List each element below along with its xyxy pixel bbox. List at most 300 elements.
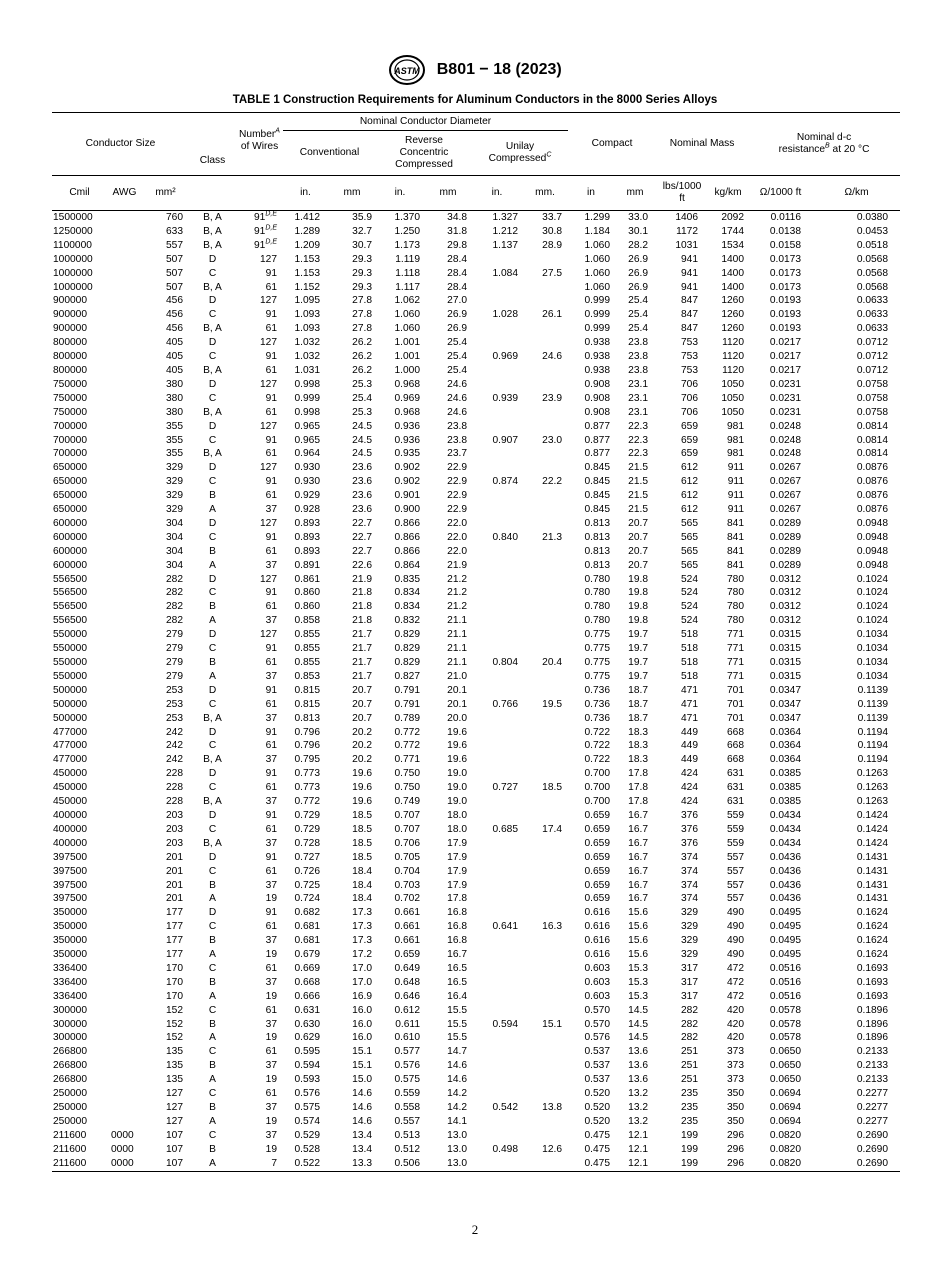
- cell-uni-mm: 12.6: [542, 1143, 562, 1155]
- cell-class: D: [208, 517, 217, 529]
- cell-awg: [107, 1004, 142, 1018]
- cell-class: C: [208, 782, 217, 794]
- cell-comp-in: 0.659: [584, 809, 610, 821]
- cell-conv-mm: 18.5: [352, 823, 372, 835]
- cell-mass-lbs: 282: [681, 1018, 698, 1030]
- cell-res-km: 0.1034: [856, 657, 888, 668]
- cell-wires: 37: [265, 879, 277, 891]
- cell-class: B: [209, 976, 216, 988]
- cell-wires: 61: [265, 1046, 277, 1058]
- cell-mass-lbs: 374: [681, 879, 698, 891]
- cell-uni-in: 1.084: [492, 267, 518, 279]
- cell-rev-in: 0.900: [394, 504, 420, 516]
- cell-mass-kg: 631: [727, 782, 744, 794]
- cell-comp-in: 0.616: [584, 935, 610, 947]
- col-reverse-concentric: Reverse Concentric Compressed: [395, 135, 453, 170]
- cell-cmil: 650000: [53, 462, 87, 474]
- cell-cmil: 800000: [53, 351, 87, 363]
- cell-wires: 61: [265, 1088, 277, 1100]
- cell-mass-kg: 631: [727, 768, 744, 780]
- cell-comp-in: 0.520: [584, 1102, 610, 1113]
- cell-wires: 127: [260, 378, 277, 390]
- cell-conv-mm: 27.8: [352, 309, 372, 321]
- cell-uni-mm: [522, 726, 568, 740]
- cell-uni-mm: [522, 447, 568, 461]
- cell-uni-mm: [522, 809, 568, 823]
- cell-conv-mm: 32.7: [352, 225, 372, 237]
- cell-mm2: 228: [166, 782, 183, 794]
- cell-mass-kg: 771: [727, 657, 744, 668]
- cell-mass-lbs: 706: [681, 406, 698, 418]
- cell-awg: [107, 489, 142, 503]
- cell-res-km: 0.0633: [856, 323, 888, 335]
- cell-rev-mm: 18.0: [447, 823, 467, 835]
- cell-mass-lbs: 1172: [676, 225, 698, 237]
- cell-awg: [107, 920, 142, 934]
- cell-rev-mm: 22.0: [447, 545, 467, 557]
- cell-mm2: 135: [166, 1074, 183, 1086]
- cell-uni-in: [472, 906, 522, 920]
- cell-cmil: 1000000: [53, 281, 93, 293]
- cell-wires: 91: [265, 907, 277, 919]
- cell-res-km: 0.0633: [856, 295, 888, 307]
- cell-wires: $91^{D,E}$: [253, 224, 277, 237]
- table-row: [52, 726, 900, 740]
- cell-mm2: 405: [166, 351, 183, 363]
- table-row: [52, 392, 900, 406]
- cell-cmil: 550000: [53, 657, 87, 668]
- table-row: [52, 503, 900, 517]
- cell-rev-mm: 22.9: [447, 462, 467, 474]
- cell-comp-in: 0.603: [584, 962, 610, 974]
- cell-rev-in: 1.000: [394, 364, 420, 376]
- cell-uni-in: [472, 336, 522, 350]
- cell-conv-mm: 25.3: [352, 406, 372, 418]
- cell-wires: 19: [265, 990, 277, 1002]
- cell-res-ft: 0.0495: [769, 907, 801, 919]
- cell-mm2: 242: [166, 726, 183, 738]
- cell-uni-mm: 23.0: [542, 434, 562, 446]
- cell-comp-mm: 26.9: [628, 253, 648, 265]
- cell-mass-lbs: 374: [681, 893, 698, 905]
- cell-cmil: 450000: [53, 782, 87, 794]
- cell-awg: [107, 239, 142, 253]
- cell-uni-mm: [522, 976, 568, 990]
- cell-mass-lbs: 376: [681, 809, 698, 821]
- cell-uni-in: [472, 934, 522, 948]
- cell-mass-lbs: 706: [681, 378, 698, 390]
- table-row: [52, 934, 900, 948]
- cell-mass-kg: 350: [727, 1088, 744, 1100]
- cell-res-ft: 0.0436: [769, 851, 801, 863]
- cell-uni-in: 0.804: [492, 657, 518, 668]
- cell-cmil: 477000: [53, 754, 87, 766]
- cell-awg: [107, 1031, 142, 1045]
- unit-mass-lbs: lbs/1000 ft: [656, 176, 708, 211]
- cell-cmil: 266800: [53, 1046, 87, 1058]
- cell-mass-kg: 472: [727, 962, 744, 974]
- cell-cmil: 211600: [53, 1129, 87, 1141]
- cell-awg: [107, 823, 142, 837]
- cell-comp-in: 0.845: [584, 462, 610, 474]
- cell-rev-in: 0.901: [394, 490, 420, 502]
- cell-rev-mm: 24.6: [447, 378, 467, 390]
- cell-rev-in: 0.661: [394, 921, 420, 933]
- cell-rev-mm: 25.4: [447, 351, 467, 363]
- cell-wires: 37: [265, 615, 277, 627]
- cell-comp-in: 0.659: [584, 865, 610, 877]
- cell-cmil: 400000: [53, 837, 87, 849]
- cell-mm2: 127: [166, 1115, 183, 1127]
- cell-uni-in: [472, 670, 522, 684]
- cell-mm2: 253: [166, 698, 183, 710]
- cell-res-km: 0.1624: [856, 921, 888, 933]
- cell-uni-mm: [522, 739, 568, 753]
- cell-wires: 91: [265, 726, 277, 738]
- cell-comp-mm: 23.8: [628, 337, 648, 349]
- cell-class: A: [209, 670, 216, 682]
- cell-conv-in: 0.726: [294, 865, 320, 877]
- cell-uni-in: [472, 573, 522, 587]
- cell-mass-lbs: 847: [681, 295, 698, 307]
- cell-conv-mm: 29.3: [352, 281, 372, 293]
- cell-conv-mm: 19.6: [352, 782, 372, 794]
- cell-rev-mm: 14.2: [447, 1088, 467, 1100]
- cell-class: D: [208, 253, 217, 265]
- cell-comp-in: 0.938: [584, 337, 610, 349]
- table-row: [52, 1073, 900, 1087]
- cell-comp-mm: 14.5: [628, 1032, 648, 1044]
- cell-class: A: [209, 615, 216, 627]
- cell-wires: 127: [260, 253, 277, 265]
- table-row: [52, 1101, 900, 1115]
- table-row: [52, 948, 900, 962]
- cell-mass-lbs: 251: [681, 1046, 698, 1058]
- cell-conv-in: 0.853: [294, 670, 320, 682]
- cell-uni-mm: [522, 962, 568, 976]
- cell-comp-mm: 23.1: [628, 378, 648, 390]
- cell-mass-kg: 780: [727, 573, 744, 585]
- cell-awg: [107, 559, 142, 573]
- cell-comp-in: 0.603: [584, 976, 610, 988]
- cell-class: C: [208, 698, 217, 710]
- cell-rev-in: 0.577: [394, 1046, 420, 1058]
- cell-comp-in: 1.060: [584, 253, 610, 265]
- cell-class: D: [208, 684, 217, 696]
- cell-awg: [107, 1059, 142, 1073]
- cell-class: B, A: [203, 406, 222, 418]
- cell-class: A: [209, 1115, 216, 1127]
- cell-conv-in: 0.594: [294, 1060, 320, 1072]
- cell-awg: [107, 517, 142, 531]
- cell-mass-kg: 350: [727, 1115, 744, 1127]
- cell-awg: [107, 837, 142, 851]
- cell-rev-in: 0.648: [394, 976, 420, 988]
- cell-mm2: 253: [166, 684, 183, 696]
- cell-uni-mm: 15.1: [542, 1018, 562, 1030]
- cell-uni-in: 0.685: [492, 823, 518, 835]
- cell-awg: [107, 1115, 142, 1129]
- cell-mass-lbs: 199: [681, 1143, 698, 1155]
- cell-rev-mm: 15.5: [447, 1032, 467, 1044]
- cell-class: B, A: [203, 239, 222, 251]
- cell-cmil: 397500: [53, 893, 87, 905]
- cell-res-km: 0.0876: [856, 462, 888, 474]
- unit-uni-in: in.: [472, 176, 522, 211]
- unit-cmil: Cmil: [52, 176, 107, 211]
- cell-res-ft: 0.0820: [769, 1143, 801, 1155]
- cell-uni-in: [472, 865, 522, 879]
- cell-mass-lbs: 753: [681, 337, 698, 349]
- cell-cmil: 397500: [53, 879, 87, 891]
- cell-mass-kg: 2092: [721, 212, 744, 223]
- cell-rev-mm: 21.0: [447, 670, 467, 682]
- table-row: [52, 1018, 900, 1032]
- cell-uni-in: 0.641: [492, 921, 518, 933]
- cell-conv-in: 0.998: [294, 406, 320, 418]
- table-row: [52, 962, 900, 976]
- cell-conv-mm: 25.3: [352, 378, 372, 390]
- cell-conv-mm: 24.5: [352, 420, 372, 432]
- cell-comp-in: 0.616: [584, 907, 610, 919]
- cell-class: B, A: [203, 448, 222, 460]
- cell-mass-kg: 1050: [721, 392, 744, 404]
- cell-res-ft: 0.0495: [769, 921, 801, 933]
- cell-uni-in: [472, 461, 522, 475]
- cell-mm2: 177: [166, 935, 183, 947]
- cell-uni-in: [472, 990, 522, 1004]
- cell-rev-mm: 31.8: [447, 225, 467, 237]
- table-row: [52, 976, 900, 990]
- cell-awg: [107, 614, 142, 628]
- cell-comp-mm: 16.7: [628, 809, 648, 821]
- col-number-of-wires: Number$^A$ of Wires: [236, 113, 283, 176]
- cell-rev-in: 0.659: [394, 949, 420, 961]
- cell-awg: [107, 739, 142, 753]
- cell-class: A: [209, 949, 216, 961]
- cell-cmil: 900000: [53, 295, 87, 307]
- cell-mass-kg: 559: [727, 837, 744, 849]
- cell-res-km: 0.1693: [856, 976, 888, 988]
- cell-wires: 127: [260, 337, 277, 349]
- cell-mass-lbs: 317: [681, 976, 698, 988]
- cell-wires: 91: [265, 392, 277, 404]
- cell-mass-kg: 841: [727, 517, 744, 529]
- cell-mass-lbs: 424: [681, 796, 698, 808]
- cell-mass-kg: 1260: [721, 295, 744, 307]
- cell-rev-mm: 13.0: [447, 1129, 467, 1141]
- cell-mm2: 380: [166, 392, 183, 404]
- cell-wires: 127: [260, 295, 277, 307]
- cell-mm2: 557: [166, 239, 183, 251]
- cell-awg: 0000: [111, 1143, 134, 1155]
- cell-class: D: [208, 573, 217, 585]
- cell-mass-kg: 911: [727, 462, 744, 474]
- cell-comp-mm: 16.7: [628, 823, 648, 835]
- cell-comp-mm: 18.3: [628, 726, 648, 738]
- cell-comp-in: 0.520: [584, 1088, 610, 1100]
- cell-awg: [107, 892, 142, 906]
- cell-wires: 127: [260, 517, 277, 529]
- table-row: [52, 378, 900, 392]
- cell-uni-mm: [522, 837, 568, 851]
- cell-comp-in: 0.775: [584, 670, 610, 682]
- cell-wires: 37: [265, 1129, 277, 1141]
- cell-conv-mm: 15.1: [352, 1046, 372, 1058]
- cell-res-km: 0.2133: [856, 1060, 888, 1072]
- cell-mass-kg: 631: [727, 796, 744, 808]
- cell-conv-mm: 29.3: [352, 253, 372, 265]
- cell-comp-mm: 20.7: [628, 559, 648, 571]
- cell-uni-in: [472, 1004, 522, 1018]
- cell-rev-in: 0.829: [394, 657, 420, 668]
- cell-mm2: 282: [166, 573, 183, 585]
- cell-rev-mm: 17.9: [447, 837, 467, 849]
- cell-conv-mm: 27.8: [352, 295, 372, 307]
- cell-awg: [107, 434, 142, 448]
- cell-conv-in: 0.729: [294, 809, 320, 821]
- cell-uni-mm: [522, 600, 568, 614]
- cell-mass-kg: 350: [727, 1102, 744, 1113]
- cell-rev-in: 0.702: [394, 893, 420, 905]
- cell-conv-mm: 26.2: [352, 337, 372, 349]
- cell-awg: [107, 726, 142, 740]
- cell-mm2: 456: [166, 323, 183, 335]
- cell-class: C: [208, 1004, 217, 1016]
- cell-conv-in: 0.891: [294, 559, 320, 571]
- cell-cmil: 556500: [53, 601, 87, 613]
- cell-rev-mm: 34.8: [447, 212, 467, 223]
- cell-class: B, A: [203, 281, 222, 293]
- cell-cmil: 397500: [53, 851, 87, 863]
- cell-mm2: 177: [166, 907, 183, 919]
- cell-uni-mm: [522, 1157, 568, 1171]
- cell-conv-mm: 17.3: [352, 921, 372, 933]
- cell-conv-mm: 17.0: [352, 962, 372, 974]
- cell-comp-mm: 17.8: [628, 796, 648, 808]
- cell-res-ft: 0.0516: [769, 962, 801, 974]
- cell-mm2: 279: [166, 670, 183, 682]
- cell-conv-in: 0.893: [294, 531, 320, 543]
- cell-awg: [107, 600, 142, 614]
- cell-wires: 61: [265, 281, 277, 293]
- cell-comp-mm: 23.8: [628, 351, 648, 363]
- cell-rev-mm: 14.6: [447, 1074, 467, 1086]
- table-row: [52, 239, 900, 253]
- table-row: [52, 837, 900, 851]
- cell-mm2: 170: [166, 990, 183, 1002]
- cell-comp-in: 0.537: [584, 1060, 610, 1072]
- cell-comp-in: 0.813: [584, 531, 610, 543]
- cell-comp-in: 1.184: [584, 225, 610, 237]
- cell-uni-mm: [522, 1087, 568, 1101]
- cell-awg: [107, 420, 142, 434]
- cell-conv-in: 0.929: [294, 490, 320, 502]
- cell-conv-mm: 15.0: [352, 1074, 372, 1086]
- cell-mm2: 380: [166, 406, 183, 418]
- cell-mass-lbs: 659: [681, 420, 698, 432]
- cell-uni-in: [472, 837, 522, 851]
- cell-conv-mm: 23.6: [352, 462, 372, 474]
- table-row: [52, 865, 900, 879]
- cell-mm2: 279: [166, 629, 183, 641]
- cell-mass-lbs: 706: [681, 392, 698, 404]
- cell-uni-mm: [522, 1004, 568, 1018]
- cell-comp-in: 0.999: [584, 295, 610, 307]
- cell-awg: [107, 336, 142, 350]
- cell-cmil: 700000: [53, 434, 87, 446]
- cell-comp-in: 0.700: [584, 782, 610, 794]
- cell-mm2: 507: [166, 253, 183, 265]
- cell-res-ft: 0.0231: [769, 406, 801, 418]
- cell-uni-mm: [522, 1073, 568, 1087]
- cell-res-ft: 0.0248: [769, 420, 801, 432]
- cell-conv-in: 0.893: [294, 517, 320, 529]
- cell-awg: [107, 1045, 142, 1059]
- cell-comp-in: 1.060: [584, 239, 610, 251]
- cell-comp-in: 0.475: [584, 1143, 610, 1155]
- cell-cmil: 397500: [53, 865, 87, 877]
- cell-mass-kg: 911: [727, 504, 744, 516]
- cell-mass-lbs: 329: [681, 935, 698, 947]
- cell-mass-kg: 1400: [721, 253, 744, 265]
- cell-mass-lbs: 199: [681, 1129, 698, 1141]
- cell-res-ft: 0.0289: [769, 559, 801, 571]
- table-row: [52, 308, 900, 322]
- cell-mass-lbs: 374: [681, 851, 698, 863]
- cell-cmil: 250000: [53, 1102, 87, 1113]
- cell-comp-mm: 26.9: [628, 281, 648, 293]
- cell-comp-mm: 17.8: [628, 782, 648, 794]
- cell-res-ft: 0.0495: [769, 935, 801, 947]
- cell-uni-mm: [522, 1045, 568, 1059]
- cell-class: A: [209, 1157, 216, 1169]
- table-row: [52, 1129, 900, 1143]
- cell-class: C: [208, 1046, 217, 1058]
- cell-mass-lbs: 612: [681, 462, 698, 474]
- cell-comp-mm: 26.9: [628, 267, 648, 279]
- cell-awg: [107, 753, 142, 767]
- cell-uni-in: [472, 586, 522, 600]
- cell-mass-kg: 472: [727, 976, 744, 988]
- cell-cmil: 700000: [53, 420, 87, 432]
- cell-conv-in: 0.861: [294, 573, 320, 585]
- cell-wires: 19: [265, 1143, 277, 1155]
- cell-rev-mm: 14.7: [447, 1046, 467, 1058]
- cell-mass-lbs: 524: [681, 601, 698, 613]
- cell-rev-mm: 16.8: [447, 935, 467, 947]
- cell-mass-kg: 296: [727, 1129, 744, 1141]
- table-row: [52, 823, 900, 837]
- cell-rev-mm: 21.2: [447, 587, 467, 599]
- cell-res-km: 0.0814: [856, 420, 888, 432]
- cell-rev-in: 0.902: [394, 476, 420, 488]
- cell-uni-mm: [522, 1059, 568, 1073]
- cell-awg: [107, 267, 142, 281]
- cell-mm2: 203: [166, 823, 183, 835]
- cell-uni-mm: [522, 461, 568, 475]
- cell-awg: [107, 531, 142, 545]
- cell-uni-in: [472, 851, 522, 865]
- col-class: Class: [189, 113, 236, 176]
- cell-conv-in: 0.964: [294, 448, 320, 460]
- cell-uni-in: [472, 1045, 522, 1059]
- cell-comp-in: 0.908: [584, 392, 610, 404]
- cell-uni-mm: [522, 1031, 568, 1045]
- table-row: [52, 1157, 900, 1171]
- cell-uni-mm: [522, 406, 568, 420]
- cell-cmil: 477000: [53, 726, 87, 738]
